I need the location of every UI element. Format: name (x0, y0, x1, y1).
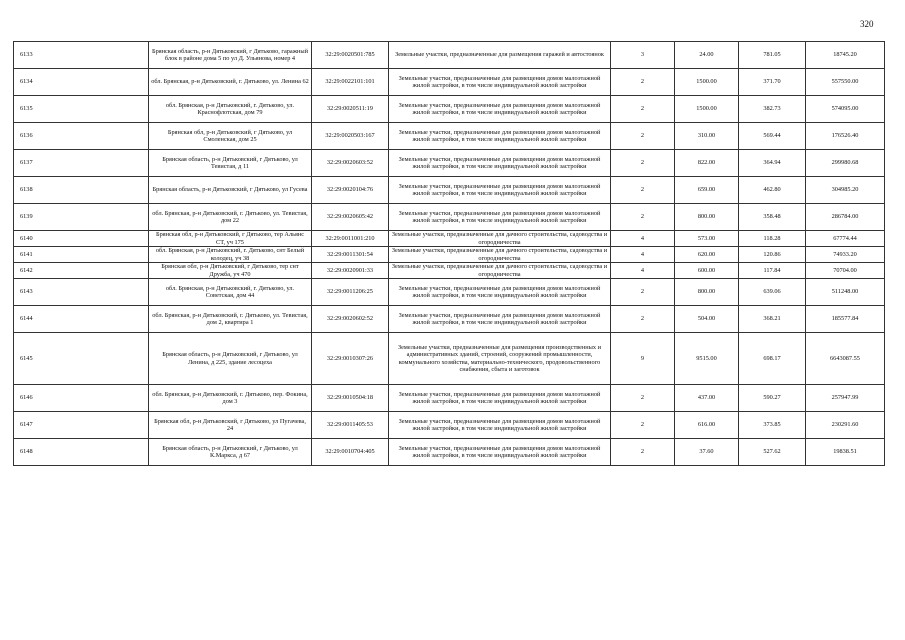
cadastral-value-cell: 176526.40 (806, 123, 885, 150)
cadastral-number-cell: 32:29:0020511:19 (312, 96, 389, 123)
address-cell: Брянская область, р-н Дятьковский, г Дятьково, ул К.Маркса, д 67 (149, 439, 312, 466)
specific-value-cell: 527.62 (739, 439, 806, 466)
cadastral-value-cell: 574095.00 (806, 96, 885, 123)
table-row (14, 231, 885, 247)
area-cell: 620.00 (675, 247, 739, 263)
table-row (14, 177, 885, 204)
cadastral-number-cell: 32:29:0020901:33 (312, 263, 389, 279)
group-number-cell: 2 (611, 69, 675, 96)
specific-value-cell: 358.48 (739, 204, 806, 231)
table-row (14, 96, 885, 123)
row-number-cell: 6134 (14, 69, 149, 96)
cadastral-value-cell: 74933.20 (806, 247, 885, 263)
address-cell: Брянская обл, р-н Дятьковский, г Дятьково, ул Смоленская, дом 25 (149, 123, 312, 150)
specific-value-cell: 364.94 (739, 150, 806, 177)
row-number-cell: 6147 (14, 412, 149, 439)
specific-value-cell: 118.28 (739, 231, 806, 247)
cadastral-number-cell: 32:29:0020603:52 (312, 150, 389, 177)
area-cell: 310.00 (675, 123, 739, 150)
group-number-cell: 2 (611, 177, 675, 204)
address-cell: обл. Брянская, р-н Дятьковский, г. Дятьково, ул. Ленина 62 (149, 69, 312, 96)
cadastral-number-cell: 32:29:0011001:210 (312, 231, 389, 247)
cadastral-number-cell: 32:29:0020503:167 (312, 123, 389, 150)
cadastral-value-cell: 511248.00 (806, 279, 885, 306)
table-row (14, 333, 885, 385)
area-cell: 37.60 (675, 439, 739, 466)
table-row (14, 204, 885, 231)
table-row (14, 150, 885, 177)
area-cell: 1500.00 (675, 96, 739, 123)
group-number-cell: 4 (611, 263, 675, 279)
address-cell: Брянская область, р-н Дятьковский, г Дятьково, гаражный блок в районе дома 5 по ул Д. Ульянова, номер 4 (149, 42, 312, 69)
address-cell: обл. Брянская, р-н Дятьковский, г. Дятьково, ул. Тевистая, дом 2, квартира 1 (149, 306, 312, 333)
table-row (14, 306, 885, 333)
table-row (14, 385, 885, 412)
land-use-cell: Земельные участки, предназначенные для размещения домов малоэтажной жилой застройки, в том числе индивидуальной жилой застройки (389, 306, 611, 333)
row-number-cell: 6143 (14, 279, 149, 306)
cadastral-value-cell: 67774.44 (806, 231, 885, 247)
address-cell: обл. Брянская, р-н Дятьковский, г. Дятьково, снт Белый колодец, уч 38 (149, 247, 312, 263)
cadastral-value-cell: 286784.00 (806, 204, 885, 231)
land-use-cell: Земельные участки, предназначенные для размещения домов малоэтажной жилой застройки, в том числе индивидуальной жилой застройки (389, 204, 611, 231)
area-cell: 800.00 (675, 279, 739, 306)
cadastral-value-cell: 70704.00 (806, 263, 885, 279)
address-cell: Брянская область, р-н Дятьковский, г Дятьково, ул Гусева (149, 177, 312, 204)
group-number-cell: 2 (611, 385, 675, 412)
address-cell: обл. Брянская, р-н Дятьковский, г. Дятьково, ул. Тевистая, дом 22 (149, 204, 312, 231)
cadastral-value-cell: 6643087.55 (806, 333, 885, 385)
cadastral-value-cell: 557550.00 (806, 69, 885, 96)
row-number-cell: 6146 (14, 385, 149, 412)
group-number-cell: 2 (611, 96, 675, 123)
group-number-cell: 2 (611, 279, 675, 306)
area-cell: 9515.00 (675, 333, 739, 385)
table-row (14, 42, 885, 69)
row-number-cell: 6144 (14, 306, 149, 333)
row-number-cell: 6137 (14, 150, 149, 177)
row-number-cell: 6138 (14, 177, 149, 204)
page-number: 320 (860, 19, 874, 29)
cadastral-value-table (13, 41, 885, 466)
land-use-cell: Земельные участки, предназначенные для размещения домов малоэтажной жилой застройки, в том числе индивидуальной жилой застройки (389, 69, 611, 96)
land-use-cell: Земельные участки, предназначенные для размещения домов малоэтажной жилой застройки, в том числе индивидуальной жилой застройки (389, 177, 611, 204)
group-number-cell: 2 (611, 412, 675, 439)
row-number-cell: 6145 (14, 333, 149, 385)
group-number-cell: 2 (611, 306, 675, 333)
group-number-cell: 2 (611, 150, 675, 177)
address-cell: обл. Брянская, р-н Дятьковский, г. Дятьково, пер. Фокина, дом 3 (149, 385, 312, 412)
area-cell: 437.00 (675, 385, 739, 412)
land-use-cell: Земельные участки, предназначенные для размещения производственных и административных зданий, строений, сооружений промышленности, коммунального хозяйства, материально-технического, продовольственного снабжения, сбыта и заготовок (389, 333, 611, 385)
cadastral-number-cell: 32:29:0011405:53 (312, 412, 389, 439)
address-cell: обл. Брянская, р-н Дятьковский, г. Дятьково, ул. Краснофлотская, дом 79 (149, 96, 312, 123)
specific-value-cell: 371.70 (739, 69, 806, 96)
cadastral-value-cell: 19838.51 (806, 439, 885, 466)
row-number-cell: 6141 (14, 247, 149, 263)
specific-value-cell: 639.06 (739, 279, 806, 306)
group-number-cell: 2 (611, 439, 675, 466)
land-use-cell: Земельные участки, предназначенные для размещения домов малоэтажной жилой застройки, в том числе индивидуальной жилой застройки (389, 412, 611, 439)
cadastral-number-cell: 32:29:0020104:76 (312, 177, 389, 204)
land-use-cell: Земельные участки, предназначенные для размещения домов малоэтажной жилой застройки, в том числе индивидуальной жилой застройки (389, 385, 611, 412)
area-cell: 24.00 (675, 42, 739, 69)
land-use-cell: Земельные участки, предназначенные для дачного строительства, садоводства и огородничества (389, 263, 611, 279)
table-body (14, 42, 885, 466)
cadastral-number-cell: 32:29:0010504:18 (312, 385, 389, 412)
land-use-cell: Земельные участки, предназначенные для размещения домов малоэтажной жилой застройки, в том числе индивидуальной жилой застройки (389, 439, 611, 466)
specific-value-cell: 120.86 (739, 247, 806, 263)
specific-value-cell: 590.27 (739, 385, 806, 412)
specific-value-cell: 373.85 (739, 412, 806, 439)
land-use-cell: Земельные участки, предназначенные для размещения гаражей и автостоянок (389, 42, 611, 69)
table-row (14, 69, 885, 96)
specific-value-cell: 569.44 (739, 123, 806, 150)
cadastral-number-cell: 32:29:0022101:101 (312, 69, 389, 96)
cadastral-value-cell: 18745.20 (806, 42, 885, 69)
cadastral-number-cell: 32:29:0020605:42 (312, 204, 389, 231)
group-number-cell: 9 (611, 333, 675, 385)
cadastral-value-cell: 304985.20 (806, 177, 885, 204)
specific-value-cell: 117.84 (739, 263, 806, 279)
cadastral-value-cell: 185577.84 (806, 306, 885, 333)
cadastral-value-cell: 299980.68 (806, 150, 885, 177)
cadastral-number-cell: 32:29:0020602:52 (312, 306, 389, 333)
area-cell: 504.00 (675, 306, 739, 333)
row-number-cell: 6139 (14, 204, 149, 231)
area-cell: 616.00 (675, 412, 739, 439)
table-row (14, 123, 885, 150)
specific-value-cell: 368.21 (739, 306, 806, 333)
row-number-cell: 6133 (14, 42, 149, 69)
table-row (14, 263, 885, 279)
area-cell: 800.00 (675, 204, 739, 231)
row-number-cell: 6135 (14, 96, 149, 123)
address-cell: обл. Брянская, р-н Дятьковский, г. Дятьково, ул. Советская, дом 44 (149, 279, 312, 306)
land-use-cell: Земельные участки, предназначенные для размещения домов малоэтажной жилой застройки, в том числе индивидуальной жилой застройки (389, 279, 611, 306)
area-cell: 822.00 (675, 150, 739, 177)
group-number-cell: 3 (611, 42, 675, 69)
row-number-cell: 6140 (14, 231, 149, 247)
cadastral-number-cell: 32:29:0011301:54 (312, 247, 389, 263)
cadastral-number-cell: 32:29:0010704:405 (312, 439, 389, 466)
row-number-cell: 6142 (14, 263, 149, 279)
area-cell: 573.00 (675, 231, 739, 247)
specific-value-cell: 462.80 (739, 177, 806, 204)
address-cell: Брянская обл, р-н Дятьковский, г Дятьково, ул Пугачева, 24 (149, 412, 312, 439)
cadastral-number-cell: 32:29:0020501:785 (312, 42, 389, 69)
cadastral-value-cell: 230291.60 (806, 412, 885, 439)
land-use-cell: Земельные участки, предназначенные для размещения домов малоэтажной жилой застройки, в том числе индивидуальной жилой застройки (389, 123, 611, 150)
land-use-cell: Земельные участки, предназначенные для размещения домов малоэтажной жилой застройки, в том числе индивидуальной жилой застройки (389, 96, 611, 123)
table-row (14, 439, 885, 466)
group-number-cell: 2 (611, 123, 675, 150)
specific-value-cell: 781.05 (739, 42, 806, 69)
area-cell: 600.00 (675, 263, 739, 279)
row-number-cell: 6136 (14, 123, 149, 150)
address-cell: Брянская обл, р-н Дятьковский, г Дятьково, тер снт Дружба, уч 470 (149, 263, 312, 279)
table-row (14, 279, 885, 306)
land-use-cell: Земельные участки, предназначенные для дачного строительства, садоводства и огородничества (389, 231, 611, 247)
land-use-cell: Земельные участки, предназначенные для размещения домов малоэтажной жилой застройки, в том числе индивидуальной жилой застройки (389, 150, 611, 177)
land-use-cell: Земельные участки, предназначенные для дачного строительства, садоводства и огородничества (389, 247, 611, 263)
table-row (14, 247, 885, 263)
address-cell: Брянская область, р-н Дятьковский, г Дятьково, ул Тевистая, д 11 (149, 150, 312, 177)
address-cell: Брянская обл, р-н Дятьковский, г Дятьково, тер Альянс СТ, уч 175 (149, 231, 312, 247)
specific-value-cell: 698.17 (739, 333, 806, 385)
cadastral-value-cell: 257947.99 (806, 385, 885, 412)
group-number-cell: 4 (611, 247, 675, 263)
table-row (14, 412, 885, 439)
area-cell: 659.00 (675, 177, 739, 204)
row-number-cell: 6148 (14, 439, 149, 466)
cadastral-number-cell: 32:29:0011206:25 (312, 279, 389, 306)
specific-value-cell: 382.73 (739, 96, 806, 123)
area-cell: 1500.00 (675, 69, 739, 96)
cadastral-number-cell: 32:29:0010307:26 (312, 333, 389, 385)
group-number-cell: 2 (611, 204, 675, 231)
group-number-cell: 4 (611, 231, 675, 247)
address-cell: Брянская область, р-н Дятьковский, г Дятьково, ул Ленина, д 225, здание лесоцеха (149, 333, 312, 385)
